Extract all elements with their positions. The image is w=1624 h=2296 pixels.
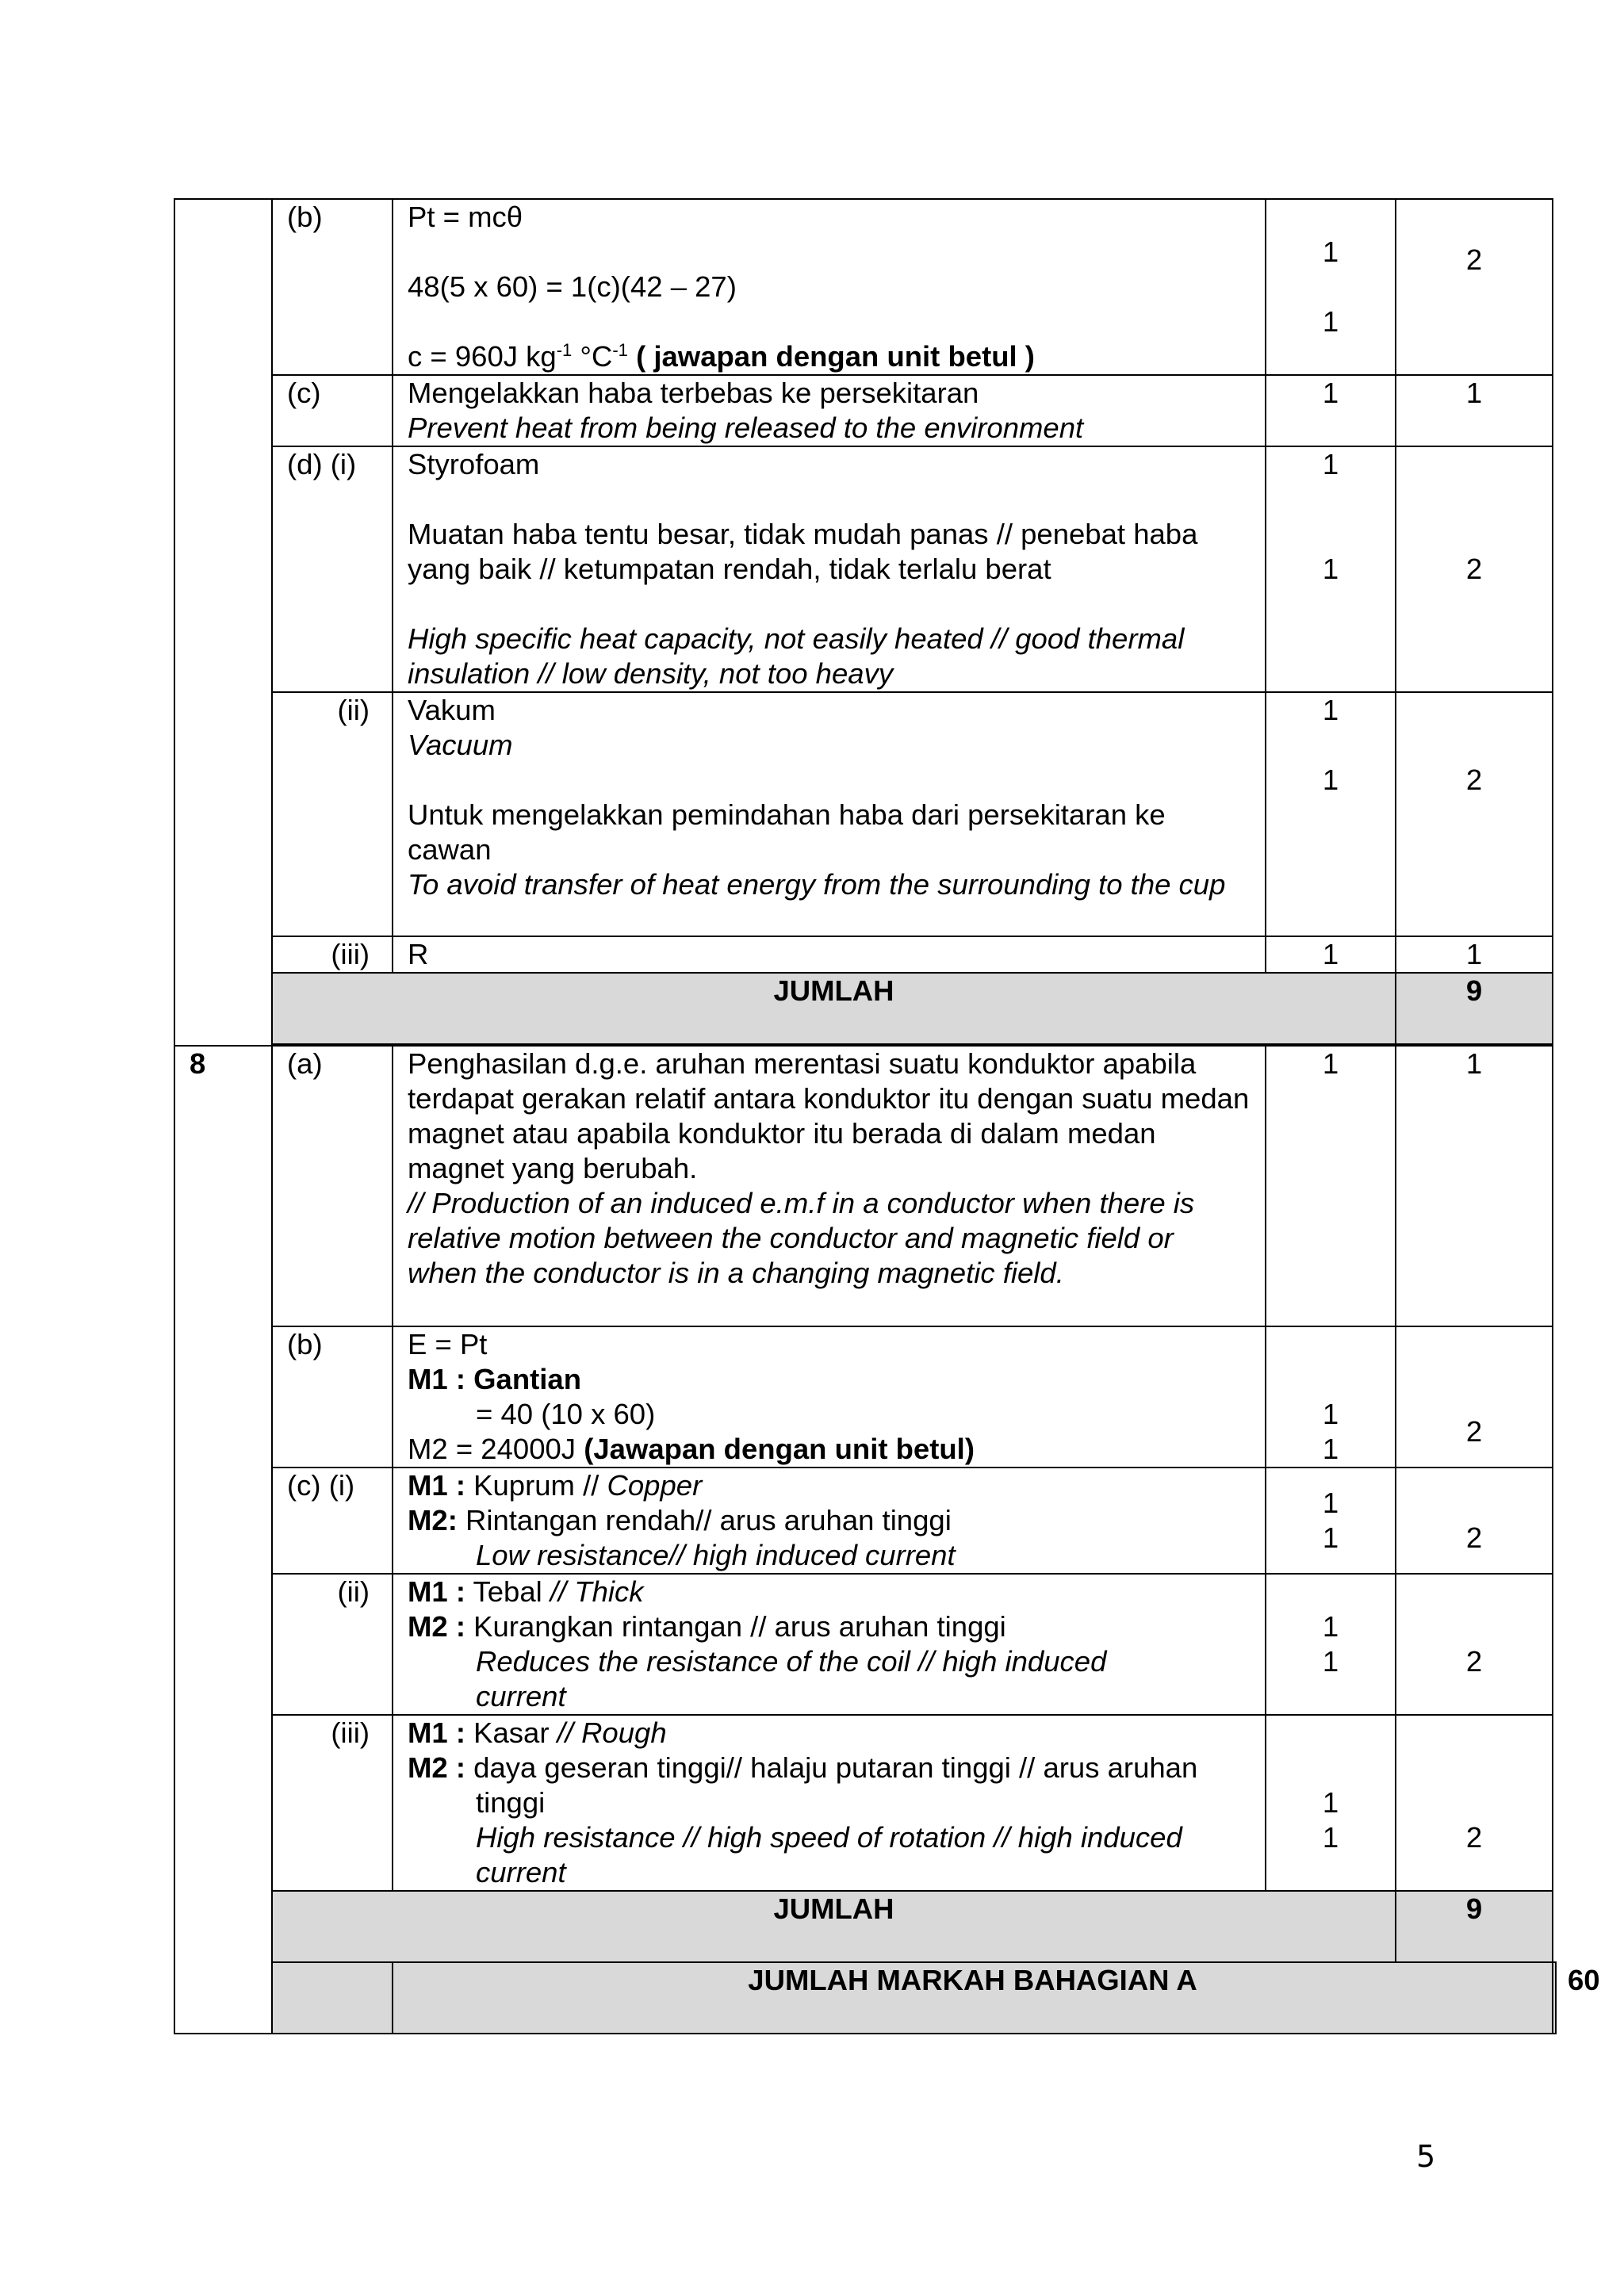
- table-row: [174, 936, 1556, 973]
- part-label: (iii): [272, 936, 393, 973]
- total-cell: [1396, 1468, 1553, 1574]
- mark-value: 1: [1322, 694, 1339, 726]
- answer-translation: High specific heat capacity, not easily heated // good thermal insulation // low density, not too heavy: [408, 622, 1185, 690]
- table-row: [174, 692, 1556, 936]
- subtotal-row: [174, 1891, 1556, 1962]
- mark-value: 1: [1322, 235, 1339, 268]
- mark-cell: [1266, 1468, 1396, 1574]
- table-row: [174, 1046, 1556, 1326]
- total-cell: [1396, 199, 1553, 375]
- total-cell: 1: [1396, 1046, 1553, 1326]
- part-label: (c): [272, 375, 393, 446]
- answer-text: c = 960J kg: [408, 340, 557, 373]
- mark-cell: [1266, 1715, 1396, 1891]
- answer-cell: R: [393, 936, 1266, 973]
- total-cell: 1: [1396, 375, 1553, 446]
- answer-text: daya geseran tinggi// halaju putaran tinggi // arus aruhan tinggi: [465, 1751, 1198, 1819]
- answer-text: Kuprum //: [465, 1469, 607, 1502]
- answer-cell: [393, 692, 1266, 936]
- question-number-cell: 8: [174, 1046, 272, 2034]
- answer-line: Muatan haba tentu besar, tidak mudah panas // penebat haba yang baik // ketumpatan rendah, tidak terlalu berat: [408, 518, 1198, 585]
- answer-line: = 40 (10 x 60): [476, 1398, 656, 1430]
- answer-translation: // Production of an induced e.m.f in a conductor when there is relative motion between the conductor and magnetic field or when the conductor is in a changing magnetic field.: [408, 1187, 1195, 1289]
- answer-line: [408, 339, 1251, 374]
- answer-line: [408, 1503, 1251, 1538]
- total-cell: 1: [1396, 936, 1553, 973]
- answer-cell: [393, 1326, 1266, 1468]
- answer-text: Rintangan rendah// arus aruhan tinggi: [457, 1504, 952, 1536]
- m2-label: M2:: [408, 1504, 458, 1536]
- answer-translation: Copper: [607, 1469, 703, 1502]
- superscript: -1: [556, 339, 573, 360]
- table-row: [174, 199, 1556, 375]
- m1-label: M1 :: [408, 1716, 465, 1749]
- subtotal-row: [174, 973, 1556, 1044]
- mark-value: 1: [1322, 305, 1339, 338]
- answer-line: Mengelakkan haba terbebas ke persekitaran: [408, 377, 979, 409]
- mark-cell: 1: [1266, 1046, 1396, 1326]
- answer-line: [408, 1575, 1251, 1609]
- mark-cell: 1: [1266, 375, 1396, 446]
- part-label: (iii): [272, 1715, 393, 1891]
- total-value: 2: [1465, 763, 1483, 796]
- part-label: (c) (i): [272, 1468, 393, 1574]
- total-value: 2: [1465, 1645, 1483, 1678]
- section-total-blank: [272, 1962, 393, 2034]
- part-label: (ii): [272, 692, 393, 936]
- mark-cell: [1266, 692, 1396, 936]
- total-cell: [1396, 1326, 1553, 1468]
- table-row: [174, 446, 1556, 692]
- answer-line: E = Pt: [408, 1328, 488, 1360]
- answer-translation: Reduces the resistance of the coil // high induced current: [476, 1645, 1107, 1712]
- answer-translation: Prevent heat from being released to the environment: [408, 411, 1084, 444]
- part-label: (a): [272, 1046, 393, 1326]
- part-label: (b): [272, 199, 393, 375]
- total-cell: [1396, 446, 1553, 692]
- total-cell: [1396, 1715, 1553, 1891]
- question-number-cell: [174, 199, 272, 1046]
- part-label: (b): [272, 1326, 393, 1468]
- total-value: 2: [1465, 553, 1483, 585]
- answer-line: Vakum: [408, 694, 496, 726]
- m2-label: M2 :: [408, 1610, 465, 1643]
- answer-translation: // Rough: [557, 1716, 667, 1749]
- mark-value: 1: [1322, 1821, 1339, 1854]
- subtotal-label: JUMLAH: [272, 973, 1396, 1044]
- superscript: -1: [612, 339, 628, 360]
- mark-value: 1: [1322, 1433, 1339, 1465]
- mark-value: 1: [1322, 1786, 1339, 1819]
- m1-label: M1 :: [408, 1469, 465, 1502]
- answer-cell: [393, 1046, 1266, 1326]
- answer-cell: [393, 375, 1266, 446]
- total-value: 2: [1465, 1521, 1483, 1554]
- table-row: [174, 1326, 1556, 1468]
- mark-cell: [1266, 1574, 1396, 1715]
- total-cell: [1396, 1574, 1553, 1715]
- answer-text: °C: [572, 340, 613, 373]
- answer-line: Pt = mcθ: [408, 201, 523, 233]
- mark-cell: [1266, 1326, 1396, 1468]
- part-label: (ii): [272, 1574, 393, 1715]
- table-row: [174, 1574, 1556, 1715]
- mark-value: 1: [1322, 1398, 1339, 1430]
- m1-label: M1 :: [408, 1575, 465, 1608]
- answer-line: [408, 1468, 1251, 1503]
- answer-note: ( jawapan dengan unit betul ): [627, 340, 1035, 373]
- mark-value: 1: [1322, 1487, 1339, 1519]
- answer-cell: [393, 1468, 1266, 1574]
- answer-note: (Jawapan dengan unit betul): [584, 1433, 975, 1465]
- total-value: 2: [1465, 1415, 1483, 1448]
- answer-line: Untuk mengelakkan pemindahan haba dari persekitaran ke cawan: [408, 798, 1166, 866]
- marking-scheme-table: [174, 198, 1600, 2034]
- answer-translation: // Thick: [550, 1575, 644, 1608]
- answer-text: M2 = 24000J: [408, 1433, 584, 1465]
- answer-line: [408, 1609, 1251, 1644]
- answer-cell: [393, 1715, 1266, 1891]
- answer-cell: [393, 1574, 1266, 1715]
- mark-cell: [1266, 199, 1396, 375]
- mark-cell: 1: [1266, 936, 1396, 973]
- section-total-value: 60: [1553, 1962, 1556, 2034]
- answer-cell: [393, 199, 1266, 375]
- answer-translation: Low resistance// high induced current: [476, 1539, 956, 1571]
- table-row: [174, 375, 1556, 446]
- total-value: 2: [1465, 243, 1483, 276]
- answer-line: [408, 1751, 1251, 1820]
- subtotal-value: 9: [1396, 1891, 1553, 1962]
- total-cell: [1396, 692, 1553, 936]
- section-total-label: JUMLAH MARKAH BAHAGIAN A: [393, 1962, 1553, 2034]
- mark-value: 1: [1322, 1645, 1339, 1678]
- total-value: 2: [1465, 1821, 1483, 1854]
- mark-value: 1: [1322, 1521, 1339, 1554]
- answer-text: Kasar: [465, 1716, 557, 1749]
- answer-line: Penghasilan d.g.e. aruhan merentasi suatu konduktor apabila terdapat gerakan relatif antara konduktor itu dengan suatu medan magnet atau apabila konduktor itu berada di dalam medan magnet yang berubah.: [408, 1047, 1250, 1184]
- answer-cell: [393, 446, 1266, 692]
- mark-value: 1: [1322, 553, 1339, 585]
- answer-line: M1 : Gantian: [408, 1363, 582, 1395]
- mark-cell: [1266, 446, 1396, 692]
- table-row: [174, 1468, 1556, 1574]
- answer-line: 48(5 x 60) = 1(c)(42 – 27): [408, 270, 737, 303]
- answer-line: [408, 1716, 1251, 1751]
- page-number: 5: [1416, 2139, 1436, 2174]
- answer-text: Tebal: [465, 1575, 550, 1608]
- section-total-row: [174, 1962, 1556, 2034]
- mark-value: 1: [1322, 448, 1339, 480]
- answer-translation: Vacuum: [408, 729, 513, 761]
- m2-label: M2 :: [408, 1751, 465, 1784]
- table-row: [174, 1715, 1556, 1891]
- answer-line: [408, 1432, 1251, 1467]
- mark-value: 1: [1322, 1610, 1339, 1643]
- part-label: (d) (i): [272, 446, 393, 692]
- subtotal-label: JUMLAH: [272, 1891, 1396, 1962]
- answer-translation: To avoid transfer of heat energy from the surrounding to the cup: [408, 868, 1226, 901]
- mark-value: 1: [1322, 763, 1339, 796]
- answer-translation: High resistance // high speed of rotation // high induced current: [476, 1821, 1182, 1888]
- subtotal-value: 9: [1396, 973, 1553, 1044]
- answer-line: Styrofoam: [408, 448, 540, 480]
- answer-text: Kurangkan rintangan // arus aruhan tinggi: [465, 1610, 1006, 1643]
